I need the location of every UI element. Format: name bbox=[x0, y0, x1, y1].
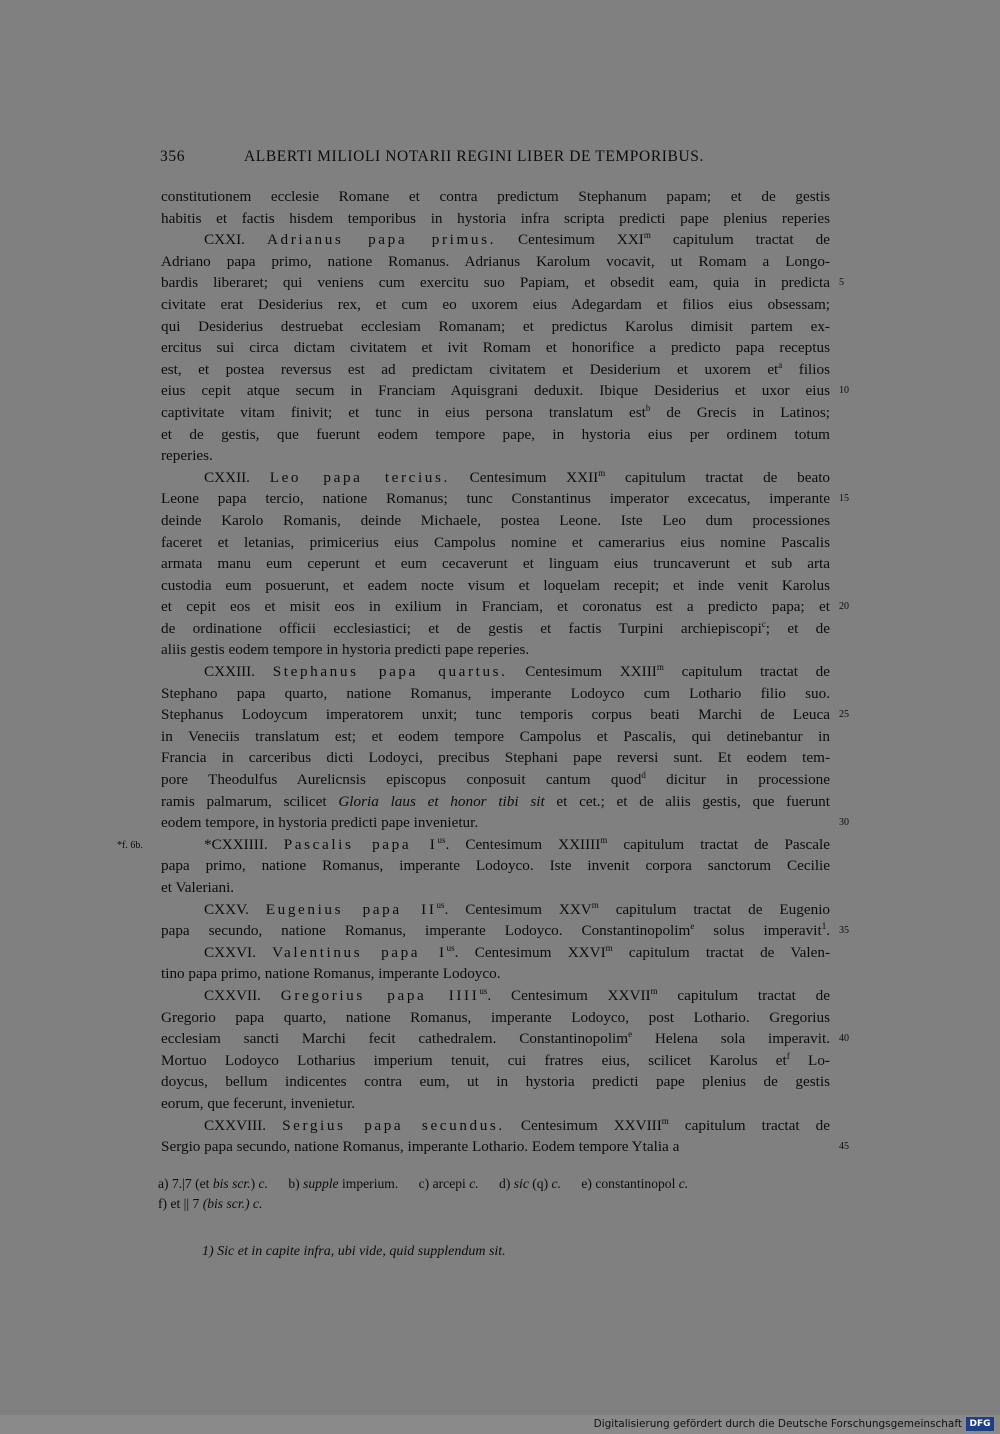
pope-name: Sergius papa secundus. bbox=[282, 1116, 505, 1134]
text-line bbox=[161, 812, 849, 834]
line-text: Centesimum XXVIII bbox=[520, 1116, 662, 1134]
line-text: eius cepit atque secum in Franciam Aquisgrani deduxit. Ibique Desiderius et uxor eius bbox=[161, 382, 830, 400]
note-marker: m bbox=[643, 230, 651, 241]
line-number: 10 bbox=[839, 385, 849, 397]
line-text: . Centesimum XXVII bbox=[487, 986, 651, 1004]
note-marker: e bbox=[628, 1029, 633, 1040]
footnote-1: 1) Sic et in capite infra, ubi vide, quid supplendum sit. bbox=[202, 1244, 506, 1259]
line-text: qui Desiderius destruebat ecclesiam Romanam; et predictus Karolus dimisit partem ex- bbox=[161, 317, 830, 335]
page-number: 356 bbox=[160, 148, 186, 165]
line-text: Centesimum XXII bbox=[469, 468, 599, 486]
dfg-logo[interactable]: DFG bbox=[966, 1417, 994, 1431]
text-line bbox=[161, 855, 830, 877]
line-text-cont: solus imperavit bbox=[694, 922, 822, 940]
line-number: 30 bbox=[839, 817, 849, 829]
line-text: eorum, que fecerunt, invenietur. bbox=[161, 1094, 355, 1112]
line-text: et Valeriani. bbox=[161, 879, 235, 896]
text-line bbox=[161, 229, 830, 251]
pope-name: Valentinus papa I bbox=[272, 943, 447, 961]
note-marker: m bbox=[600, 834, 608, 845]
chapter-number: CXXI. bbox=[204, 231, 267, 249]
chapter-number: CXXV. bbox=[204, 900, 266, 918]
line-number: 35 bbox=[839, 925, 849, 937]
line-text: Gregorio papa quarto, natione Romanus, imperante Lodoyco, post Lothario. Gregorius bbox=[161, 1008, 830, 1026]
note-marker: m bbox=[661, 1115, 669, 1126]
line-text: ecclesiam sancti Marchi fecit cathedralem. Constantinopolim bbox=[161, 1030, 629, 1048]
line-text: Centesimum XXIII bbox=[525, 663, 657, 681]
line-text: deinde Karolo Romanis, deinde Michaele, postea Leone. Iste Leo dum processiones bbox=[161, 511, 830, 529]
line-text: habitis et factis hisdem temporibus in hystoria infra scripta predicti pape plenius reperies bbox=[161, 209, 830, 227]
text-line bbox=[161, 575, 830, 597]
chapter-number: CXXVII. bbox=[204, 986, 281, 1004]
text-line bbox=[161, 963, 830, 985]
text-line bbox=[161, 1071, 830, 1093]
line-number: 45 bbox=[839, 1141, 849, 1153]
running-title: ALBERTI MILIOLI NOTARII REGINI LIBER DE TEMPORIBUS. bbox=[244, 148, 704, 165]
footnote-critical-2: f) et || 7 (bis scr.) c. bbox=[158, 1196, 263, 1211]
pope-name: Eugenius papa II bbox=[265, 900, 437, 918]
text-line bbox=[161, 380, 849, 402]
line-text: custodia eum posuerunt, et eadem nocte visum et loquelam recepit; et inde venit Karolus bbox=[161, 576, 830, 594]
text-line bbox=[161, 1136, 849, 1158]
line-text: . Centesimum XXVI bbox=[454, 943, 606, 961]
note-marker: m bbox=[650, 985, 658, 996]
line-text-cont: de Grecis in Latinos; bbox=[650, 403, 830, 421]
text-line bbox=[161, 704, 849, 726]
text-line bbox=[161, 337, 830, 359]
superscript: us bbox=[446, 942, 455, 953]
line-text-cont: capitulum tractat de Eugenio bbox=[598, 900, 831, 918]
line-text: ramis palmarum, scilicet bbox=[161, 792, 339, 810]
note-marker: d bbox=[641, 769, 646, 780]
text-line bbox=[161, 359, 830, 381]
note-marker: f bbox=[786, 1050, 790, 1061]
line-number: 5 bbox=[839, 277, 844, 289]
note-marker: b bbox=[645, 402, 651, 413]
note-marker: m bbox=[605, 942, 613, 953]
text-line bbox=[161, 1050, 830, 1072]
text-line bbox=[161, 618, 830, 640]
text-line bbox=[161, 639, 830, 661]
note-marker: a bbox=[778, 359, 783, 370]
line-text-cont: capitulum tractat de bbox=[668, 1116, 830, 1134]
text-line bbox=[161, 683, 830, 705]
line-text: et de gestis, que fuerunt eodem tempore pape, in hystoria eius per ordinem totum bbox=[161, 425, 830, 443]
line-text: . Centesimum XXV bbox=[444, 900, 592, 918]
line-text-cont: capitulum tractat de bbox=[657, 986, 830, 1004]
line-text: armata manu eum ceperunt et eum cecaverunt et linguam eius truncaverunt et sub arta bbox=[161, 555, 830, 573]
text-line bbox=[161, 1007, 830, 1029]
text-line bbox=[161, 942, 830, 964]
text-line bbox=[161, 424, 830, 446]
text-line bbox=[161, 445, 830, 467]
note-marker: m bbox=[598, 467, 606, 478]
pope-name: Leo papa tercius. bbox=[269, 468, 450, 486]
line-text: et cepit eos et misit eos in exilium in Franciam, et coronatus est a predicto papa; et bbox=[161, 598, 830, 616]
line-text: tino papa primo, natione Romanus, imperante Lodoyco. bbox=[161, 965, 501, 983]
line-text: civitate erat Desiderius rex, et cum eo uxorem eius Adegardam et filios eius obsessam; bbox=[161, 295, 830, 313]
running-header bbox=[160, 148, 828, 166]
note-marker: m bbox=[591, 899, 599, 910]
line-number: 20 bbox=[839, 601, 849, 613]
line-text: papa primo, natione Romanus, imperante Lodoyco. Iste invenit corpora sanctorum Cecilie bbox=[161, 857, 830, 875]
chapter-number: *CXXIIII. bbox=[204, 835, 284, 853]
text-line bbox=[161, 769, 830, 791]
line-text-cont: filios bbox=[782, 360, 830, 378]
text-line bbox=[161, 510, 830, 532]
text-line bbox=[117, 834, 831, 856]
text-line bbox=[161, 726, 830, 748]
chapter-number: CXXIII. bbox=[204, 663, 273, 681]
note-marker: c bbox=[761, 618, 766, 629]
pope-name: Adrianus papa primus. bbox=[266, 231, 496, 249]
text-line bbox=[161, 208, 830, 230]
text-line bbox=[161, 272, 844, 294]
text-line bbox=[161, 985, 830, 1007]
line-text: de ordinatione officii ecclesiastici; et de gestis et factis Turpini archiepiscopi bbox=[161, 619, 762, 637]
line-text: faceret et letanias, primicerius eius Campolus nomine et camerarius eius nomine Pascalis bbox=[161, 533, 830, 551]
text-line bbox=[161, 467, 830, 489]
line-text: constitutionem ecclesie Romane et contra predictum Stephanum papam; et de gestis bbox=[161, 188, 830, 205]
text-line bbox=[161, 186, 830, 208]
text-line bbox=[161, 532, 830, 554]
line-text-cont: capitulum tractat de bbox=[663, 663, 830, 681]
text-line bbox=[161, 920, 849, 942]
chapter-number: CXXVI. bbox=[204, 943, 273, 961]
text-line bbox=[161, 1115, 830, 1137]
chapter-number: CXXII. bbox=[204, 468, 270, 486]
line-text-cont: Helena sola imperavit. bbox=[632, 1030, 830, 1048]
superscript: us bbox=[479, 985, 488, 996]
line-text: papa secundo, natione Romanus, imperante Lodoyco. Constantinopolim bbox=[161, 922, 691, 940]
line-text: Francia in carceribus dicti Lodoyci, precibus Stephani pape reversi sunt. Et eodem tem- bbox=[161, 749, 830, 767]
line-text: Mortuo Lodoyco Lotharius imperium tenuit, cui fratres eius, scilicet Karolus et bbox=[161, 1051, 787, 1069]
footer-bar bbox=[0, 1415, 1000, 1434]
line-text: Centesimum XXI bbox=[518, 231, 644, 249]
line-text: . Centesimum XXIIII bbox=[445, 835, 601, 853]
line-text-cont: capitulum tractat de beato bbox=[605, 468, 831, 486]
line-text-cont: capitulum tractat de bbox=[650, 231, 830, 249]
line-text: Stephanus Lodoycum imperatorem unxit; tunc temporis corpus beati Marchi de Leuca bbox=[161, 706, 830, 724]
line-text: Adriano papa primo, natione Romanus. Adrianus Karolum vocavit, ut Romam a Longo- bbox=[161, 252, 830, 270]
line-text-cont: capitulum tractat de Valen- bbox=[612, 943, 830, 961]
footnote-critical-1: a) 7.|7 (et bis scr.) c. b) supple imperium. c) arcepi c. d) sic (q) c. e) constantinopol c. bbox=[158, 1176, 689, 1191]
text-line bbox=[161, 899, 830, 921]
line-text: est, et postea reversus est ad predictam civitatem et Desiderium et uxorem et bbox=[161, 360, 779, 378]
line-text: Stephano papa quarto, natione Romanus, imperante Lodoyco cum Lothario filio suo. bbox=[161, 684, 830, 702]
superscript: us bbox=[436, 899, 445, 910]
funding-note: Digitalisierung gefördert durch die Deutsche Forschungsgemeinschaft bbox=[593, 1418, 962, 1430]
quotation: Gloria laus et honor tibi sit bbox=[338, 792, 545, 810]
text-line bbox=[161, 488, 849, 510]
line-text: in Veneciis translatum est; et eodem tempore Campolus et Pascalis, qui detinebantur in bbox=[161, 727, 830, 745]
text-line bbox=[161, 251, 830, 273]
footnote-marker: 1 bbox=[821, 921, 827, 932]
text-line bbox=[161, 553, 830, 575]
line-text: bardis liberaret; qui veniens cum exercitu suo Papiam, et obsedit eam, quia in predicta bbox=[161, 274, 830, 292]
footnotes bbox=[158, 1174, 830, 1262]
pope-name: Gregorius papa IIII bbox=[280, 986, 480, 1004]
pope-name: Pascalis papa I bbox=[283, 835, 438, 853]
text-line bbox=[161, 316, 830, 338]
line-number: 40 bbox=[839, 1033, 849, 1045]
line-text: doycus, bellum indicentes contra eum, ut in hystoria predicti pape plenius de gestis bbox=[161, 1073, 830, 1091]
line-text: Leone papa tercio, natione Romanus; tunc Constantinus imperator excecatus, imperante bbox=[161, 490, 830, 508]
line-text-cont: capitulum tractat de Pascale bbox=[607, 835, 831, 853]
superscript: us bbox=[437, 834, 446, 845]
text-line bbox=[161, 877, 830, 899]
text-line bbox=[161, 1093, 830, 1115]
line-text: ercitus sui circa dictam civitatem et ivit Romam et honorifice a predicto papa receptus bbox=[161, 339, 830, 357]
chapter-number: CXXVIII. bbox=[204, 1116, 283, 1134]
text-line bbox=[161, 747, 830, 769]
text-line bbox=[161, 402, 830, 424]
line-text: Sergio papa secundo, natione Romanus, imperante Lothario. Eodem tempore Ytalia a bbox=[161, 1138, 680, 1156]
note-marker: e bbox=[690, 921, 695, 932]
line-text: pore Theodulfus Aurelicnsis episcopus conposuit cantum quod bbox=[161, 771, 642, 789]
text-line bbox=[161, 661, 830, 683]
text-line bbox=[161, 294, 830, 316]
text-line bbox=[161, 596, 849, 618]
body-text bbox=[117, 186, 849, 1158]
line-text: aliis gestis eodem tempore in hystoria predicti pape reperies. bbox=[161, 641, 530, 659]
line-text-cont: dicitur in processione bbox=[645, 771, 830, 789]
note-marker: m bbox=[656, 662, 664, 672]
line-text: captivitate vitam finivit; et tunc in eius persona translatum est bbox=[161, 403, 646, 421]
line-text: eodem tempore, in hystoria predicti pape invenietur. bbox=[161, 814, 479, 832]
line-text-end: . bbox=[826, 922, 830, 940]
pope-name: Stephanus papa quartus. bbox=[272, 663, 508, 681]
line-text: reperies. bbox=[161, 447, 213, 465]
line-text-cont: et cet.; et de aliis gestis, que fuerunt bbox=[544, 792, 830, 810]
text-line bbox=[161, 791, 830, 813]
folio-marker: *f. 6b. bbox=[117, 839, 143, 851]
line-text-cont: ; et de bbox=[765, 619, 830, 637]
line-number: 25 bbox=[839, 709, 849, 721]
line-text-cont: Lo- bbox=[789, 1051, 830, 1069]
line-number: 15 bbox=[839, 493, 849, 505]
text-line bbox=[161, 1028, 849, 1050]
